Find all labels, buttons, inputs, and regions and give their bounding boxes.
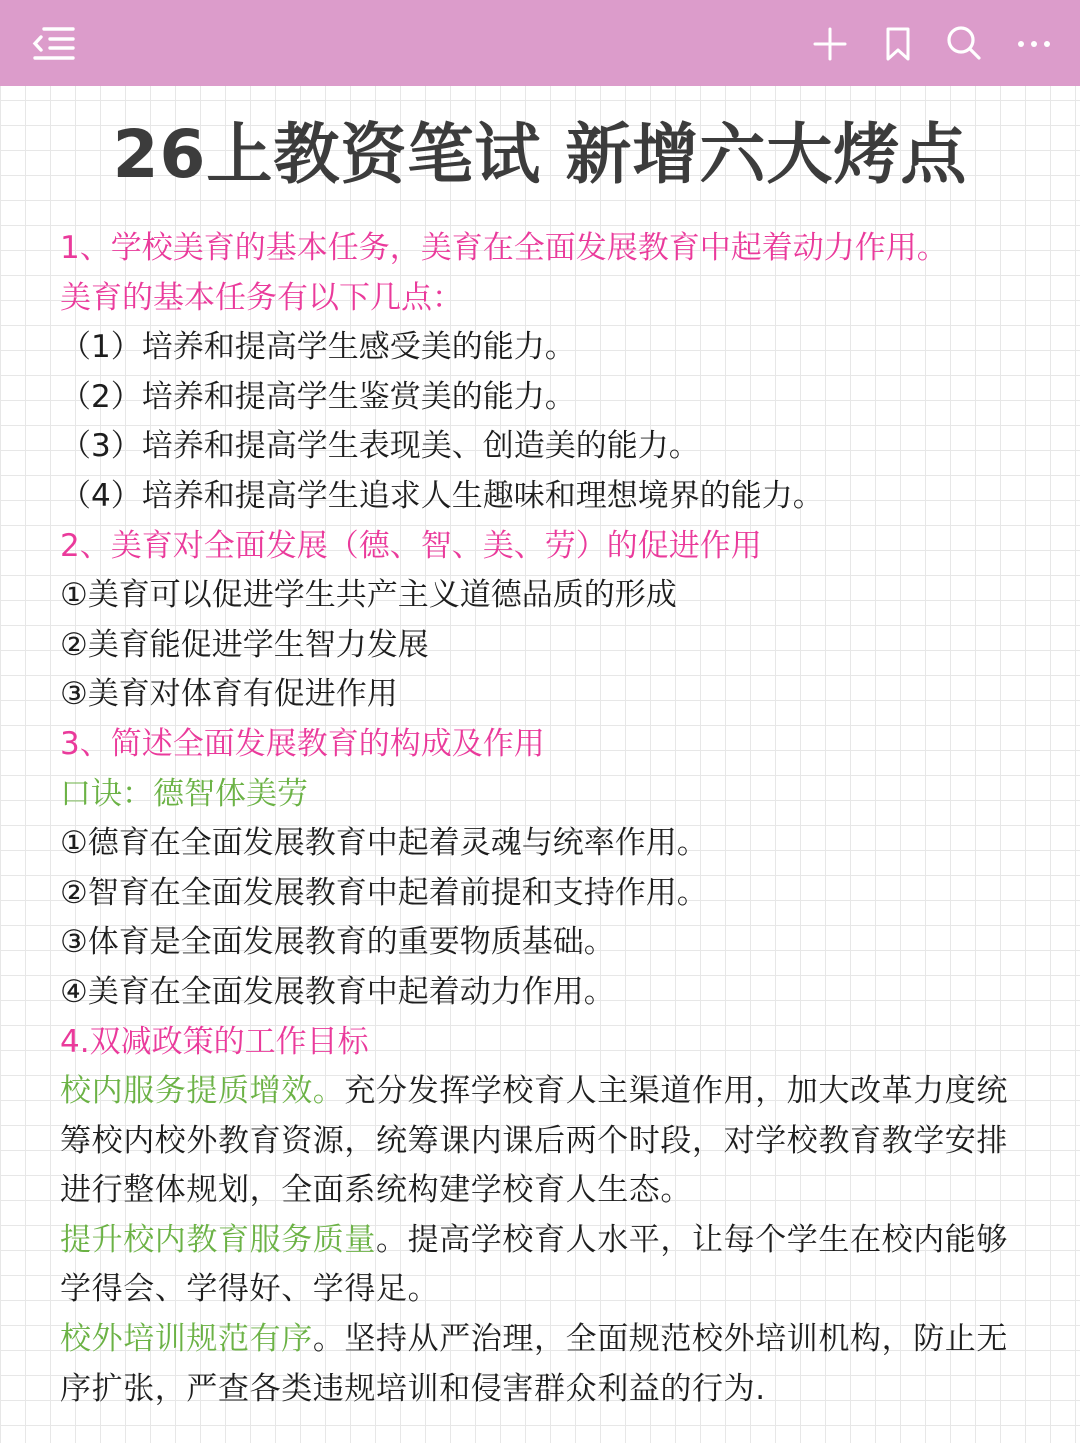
paragraph-lead: 校内服务提质增效。 bbox=[60, 1073, 345, 1110]
list-item: ②智育在全面发展教育中起着前提和支持作用。 bbox=[60, 874, 708, 911]
search-icon[interactable] bbox=[945, 24, 983, 62]
paragraph-body: 。提高学校育人水平，让每个学生在校内能够学得会、学得好、学得足。 bbox=[60, 1221, 1008, 1308]
plus-icon[interactable] bbox=[812, 26, 848, 62]
paragraph-lead: 校外培训规范有序 bbox=[60, 1321, 313, 1358]
list-item: （4）培养和提高学生追求人生趣味和理想境界的能力。 bbox=[60, 477, 824, 514]
top-toolbar bbox=[0, 0, 1080, 86]
menu-icon[interactable] bbox=[30, 24, 76, 62]
list-item: ①德育在全面发展教育中起着灵魂与统率作用。 bbox=[60, 825, 708, 862]
more-icon[interactable] bbox=[1016, 38, 1052, 50]
section-1-subheading: 美育的基本任务有以下几点： bbox=[60, 279, 463, 316]
bookmark-icon[interactable] bbox=[884, 25, 912, 63]
section-1-heading: 1、学校美育的基本任务，美育在全面发展教育中起着动力作用。 bbox=[60, 230, 948, 266]
list-item: ②美育能促进学生智力发展 bbox=[60, 626, 429, 663]
list-item: ①美育可以促进学生共产主义道德品质的形成 bbox=[60, 577, 677, 614]
list-item: （2）培养和提高学生鉴赏美的能力。 bbox=[60, 378, 576, 415]
section-2-heading: 2、美育对全面发展（德、智、美、劳）的促进作用 bbox=[60, 527, 762, 564]
section-4-heading: 4.双减政策的工作目标 bbox=[60, 1023, 369, 1060]
page-title: 26上教资笔试 新增六大烤点 bbox=[112, 116, 968, 193]
paragraph bbox=[60, 1216, 1025, 1315]
paragraph-body: 充分发挥学校育人主渠道作用，加大改革力度统 筹校内校外教育资源，统筹课内课后两个时段，对学校教育教学安排进行整体规划，全面系统构建学校育人生态。 bbox=[60, 1073, 1009, 1209]
list-item: （1）培养和提高学生感受美的能力。 bbox=[60, 329, 576, 366]
paragraph bbox=[60, 1315, 1025, 1414]
list-item: （3）培养和提高学生表现美、创造美的能力。 bbox=[60, 428, 700, 465]
paragraph bbox=[60, 1067, 1025, 1216]
notes-content bbox=[60, 224, 1025, 1414]
list-item: ④美育在全面发展教育中起着动力作用。 bbox=[60, 973, 615, 1010]
paragraph-body: 。坚持从严治理，全面规范校外培训机构，防止无序扩张，严查各类违规培训和侵害群众利益的行为. bbox=[60, 1321, 1009, 1407]
list-item: ③体育是全面发展教育的重要物质基础。 bbox=[60, 924, 615, 961]
section-3-mnemonic: 口诀：德智体美劳 bbox=[60, 775, 308, 812]
section-3-heading: 3、简述全面发展教育的构成及作用 bbox=[60, 725, 545, 762]
paragraph-lead: 提升校内教育服务质量 bbox=[60, 1221, 376, 1258]
list-item: ③美育对体育有促进作用 bbox=[60, 676, 398, 713]
